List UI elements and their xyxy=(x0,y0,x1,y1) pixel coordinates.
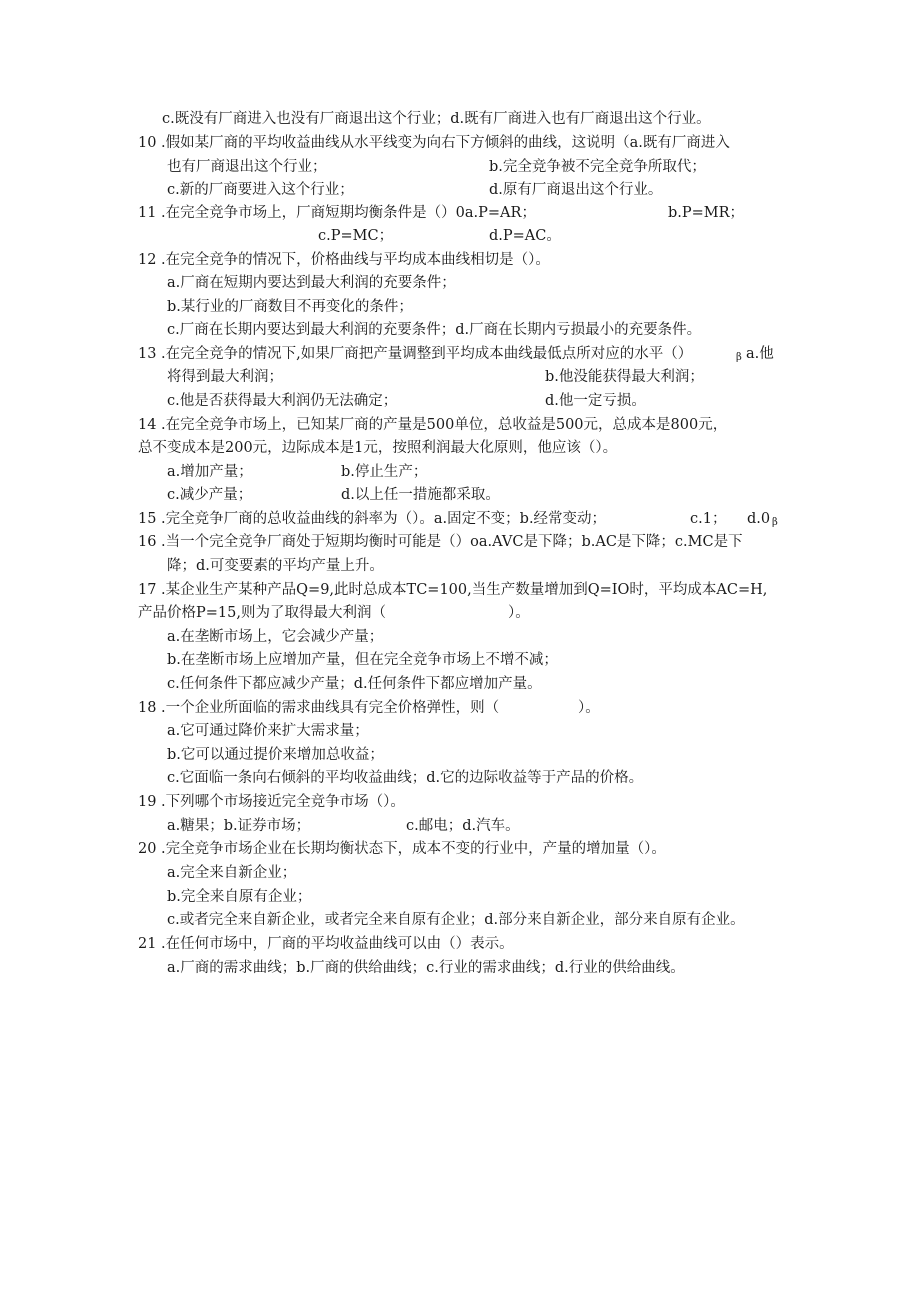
text-line: c.任何条件下都应减少产量；d.任何条件下都应增加产量。 xyxy=(167,676,542,692)
text-line: c.减少产量； xyxy=(167,487,253,503)
text-line: b.完全竞争被不完全竞争所取代； xyxy=(489,159,706,175)
question-11: 11 .在完全竞争市场上，厂商短期均衡条件是（）0a.P=AR； xyxy=(138,205,536,221)
text-line: c.新的厂商要进入这个行业； xyxy=(167,182,354,198)
text-line: 将得到最大利润； xyxy=(167,369,283,385)
text-line: b.某行业的厂商数目不再变化的条件； xyxy=(167,299,413,315)
text-line: a.他 xyxy=(746,346,774,362)
text-line: c.1； xyxy=(690,511,727,527)
text-line: 也有厂商退出这个行业； xyxy=(167,159,327,175)
question-19: 19 .下列哪个市场接近完全竞争市场（）。 xyxy=(138,794,405,810)
question-16: 16 .当一个完全竞争厂商处于短期均衡时可能是（）oa.AVC是下降；b.AC是下降；c.MC是下 xyxy=(138,534,743,550)
text-line: 产品价格P=15,则为了取得最大利润（ xyxy=(138,605,386,621)
question-14: 14 .在完全竞争市场上，已知某厂商的产量是500单位，总收益是500元，总成本是800元， xyxy=(138,417,728,433)
text-line: b.他没能获得最大利润； xyxy=(545,369,704,385)
text-line: 降；d.可变要素的平均产量上升。 xyxy=(167,558,384,574)
text-line: a.糖果；b.证券市场； xyxy=(167,818,311,834)
question-12: 12 .在完全竞争的情况下，价格曲线与平均成本曲线相切是（）。 xyxy=(138,252,550,268)
question-17: 17 .某企业生产某种产品Q=9,此时总成本TC=100,当生产数量增加到Q=IO时，平均成本AC=H, xyxy=(138,582,768,598)
question-10: 10 .假如某厂商的平均收益曲线从水平线变为向右下方倾斜的曲线，这说明（a.既有厂商进入 xyxy=(138,135,730,151)
text-line: β xyxy=(736,352,742,363)
text-line: c.或者完全来自新企业，或者完全来自原有企业；d.部分来自新企业，部分来自原有企业。 xyxy=(167,912,745,928)
text-line: c.他是否获得最大利润仍无法确定； xyxy=(167,393,398,409)
text-line: b.在垄断市场上应增加产量，但在完全竞争市场上不增不减； xyxy=(167,652,558,668)
text-line: b.停止生产； xyxy=(341,464,428,480)
text-line: c.P=MC； xyxy=(318,228,394,244)
text-line: β xyxy=(772,517,778,528)
text-line: b.完全来自原有企业； xyxy=(167,889,312,905)
text-line: c.既没有厂商进入也没有厂商退出这个行业；d.既有厂商进入也有厂商退出这个行业。 xyxy=(162,111,711,127)
text-line: a.它可通过降价来扩大需求量； xyxy=(167,723,369,739)
question-15: 15 .完全竞争厂商的总收益曲线的斜率为（）。a.固定不变；b.经常变动； xyxy=(138,511,607,527)
text-line: d.P=AC。 xyxy=(489,228,561,244)
text-line: a.在垄断市场上，它会减少产量； xyxy=(167,629,384,645)
text-line: b.P=MR； xyxy=(668,205,745,221)
text-line: ）。 xyxy=(508,605,530,621)
text-line: c.邮电；d.汽车。 xyxy=(406,818,520,834)
text-line: a.增加产量； xyxy=(167,464,253,480)
question-18: 18 .一个企业所面临的需求曲线具有完全价格弹性，则（ xyxy=(138,700,500,716)
text-line: d.原有厂商退出这个行业。 xyxy=(489,182,663,198)
text-line: a.厂商在短期内要达到最大利润的充要条件； xyxy=(167,275,456,291)
text-line: 总不变成本是200元，边际成本是1元，按照利润最大化原则，他应该（）。 xyxy=(138,440,618,456)
text-line: a.完全来自新企业； xyxy=(167,865,297,881)
text-line: a.厂商的需求曲线；b.厂商的供给曲线；c.行业的需求曲线；d.行业的供给曲线。 xyxy=(167,960,685,976)
text-line: c.它面临一条向右倾斜的平均收益曲线；d.它的边际收益等于产品的价格。 xyxy=(167,770,644,786)
question-21: 21 .在任何市场中，厂商的平均收益曲线可以由（）表示。 xyxy=(138,936,514,952)
text-line: d.0 xyxy=(747,511,771,527)
question-20: 20 .完全竞争市场企业在长期均衡状态下，成本不变的行业中，产量的增加量（）。 xyxy=(138,841,666,857)
text-line: c.厂商在长期内要达到最大利润的充要条件；d.厂商在长期内亏损最小的充要条件。 xyxy=(167,322,702,338)
text-line: d.他一定亏损。 xyxy=(545,393,646,409)
text-line: d.以上任一措施都采取。 xyxy=(341,487,500,503)
text-line: b.它可以通过提价来增加总收益； xyxy=(167,747,384,763)
question-13: 13 .在完全竞争的情况下,如果厂商把产量调整到平均成本曲线最低点所对应的水平（） xyxy=(138,346,693,362)
text-line: ）。 xyxy=(578,700,600,716)
